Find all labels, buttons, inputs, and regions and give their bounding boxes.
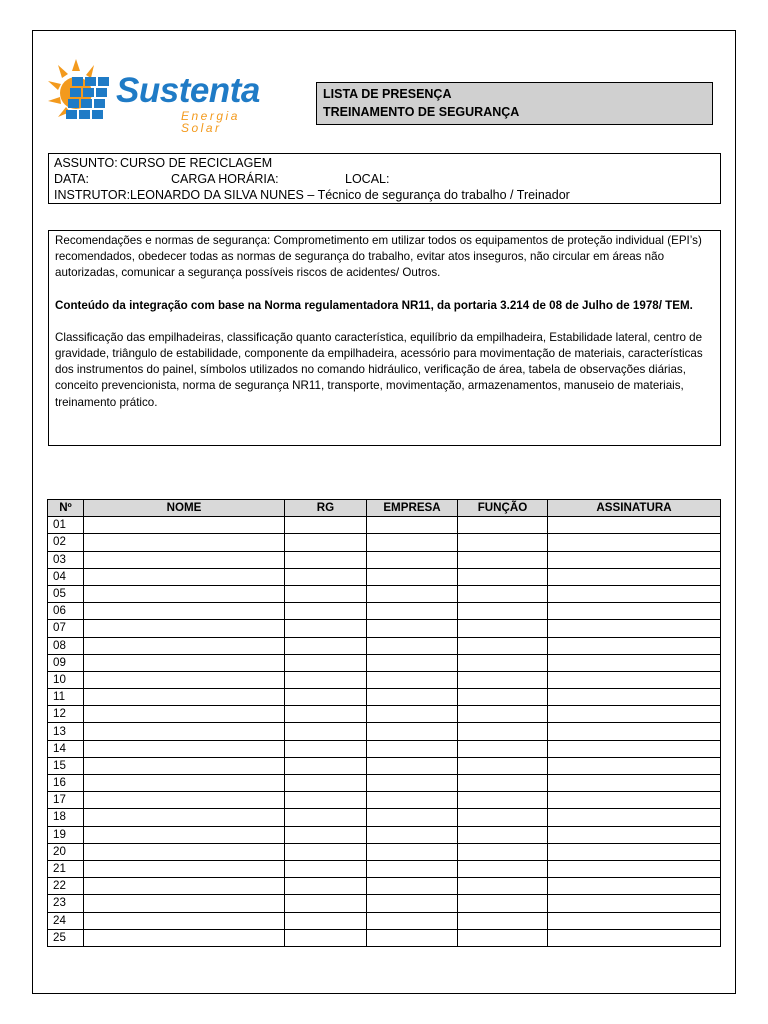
row-number: 25 <box>48 929 84 946</box>
rg-cell[interactable] <box>285 929 367 946</box>
funcao-cell[interactable] <box>458 757 548 774</box>
instrutor-label: INSTRUTOR: <box>54 188 131 202</box>
row-number: 05 <box>48 585 84 602</box>
rg-cell[interactable] <box>285 637 367 654</box>
funcao-cell[interactable] <box>458 792 548 809</box>
table-row <box>48 895 721 912</box>
row-number: 18 <box>48 809 84 826</box>
title-line-1: LISTA DE PRESENÇA <box>323 87 452 101</box>
rg-cell[interactable] <box>285 912 367 929</box>
empresa-cell[interactable] <box>367 585 458 602</box>
empresa-cell[interactable] <box>367 895 458 912</box>
nome-cell[interactable] <box>84 860 285 877</box>
nome-cell[interactable] <box>84 809 285 826</box>
row-number: 22 <box>48 878 84 895</box>
empresa-cell[interactable] <box>367 860 458 877</box>
table-row <box>48 534 721 551</box>
funcao-cell[interactable] <box>458 517 548 534</box>
nome-cell[interactable] <box>84 740 285 757</box>
rg-cell[interactable] <box>285 603 367 620</box>
attendance-table <box>47 499 721 947</box>
row-number: 02 <box>48 534 84 551</box>
assunto-label: ASSUNTO: <box>54 156 118 170</box>
row-number: 20 <box>48 843 84 860</box>
assinatura-cell[interactable] <box>548 534 721 551</box>
row-number: 19 <box>48 826 84 843</box>
table-row <box>48 860 721 877</box>
rg-cell[interactable] <box>285 517 367 534</box>
funcao-cell[interactable] <box>458 689 548 706</box>
assinatura-cell[interactable] <box>548 912 721 929</box>
row-number: 13 <box>48 723 84 740</box>
assinatura-cell[interactable] <box>548 568 721 585</box>
assinatura-cell[interactable] <box>548 757 721 774</box>
row-number: 01 <box>48 517 84 534</box>
funcao-cell[interactable] <box>458 585 548 602</box>
empresa-cell[interactable] <box>367 534 458 551</box>
assinatura-cell[interactable] <box>548 585 721 602</box>
rg-cell[interactable] <box>285 878 367 895</box>
funcao-cell[interactable] <box>458 809 548 826</box>
recommendations-box <box>48 230 721 446</box>
empresa-cell[interactable] <box>367 671 458 688</box>
nome-cell[interactable] <box>84 689 285 706</box>
table-row <box>48 878 721 895</box>
row-number: 07 <box>48 620 84 637</box>
table-row <box>48 585 721 602</box>
table-header-row <box>48 500 721 517</box>
safety-recommendations-text: Recomendações e normas de segurança: Comprometimento em utilizar todos os equipamentos de proteção individual (EPI’s) recomendados, obedecer todas as normas de segurança do trabalho, evitar atos inseguros, não circular em áreas não autorizadas, comunicar a segurança possíveis riscos de acidentes/ Outros. <box>55 234 702 280</box>
table-row <box>48 775 721 792</box>
rg-cell[interactable] <box>285 775 367 792</box>
logo-tagline: Energia Solar <box>181 109 240 135</box>
rg-cell[interactable] <box>285 534 367 551</box>
funcao-cell[interactable] <box>458 929 548 946</box>
nr11-content-text: Conteúdo da integração com base na Norma regulamentadora NR11, da portaria 3.214 de 08 de Julho de 1978/ TEM. <box>55 298 693 312</box>
empresa-cell[interactable] <box>367 551 458 568</box>
rg-cell[interactable] <box>285 671 367 688</box>
funcao-cell[interactable] <box>458 603 548 620</box>
topics-text: Classificação das empilhadeiras, classificação quanto característica, equilíbrio da empilhadeira, Estabilidade lateral, centro de gravidade, triângulo de estabilidade, componente da empilhadeira, acessório para movimentação de materiais, características dos instrumentos do painel, símbolos utilizados no comando hidráulico, verificação de área, tabela de observações diárias, conceito prevencionista, norma de segurança NR11, transporte, movimentação, armazenamentos, manuseio de materiais, treinamento prático. <box>55 330 703 409</box>
table-row <box>48 637 721 654</box>
local-label: LOCAL: <box>345 172 390 186</box>
empresa-cell[interactable] <box>367 878 458 895</box>
table-row <box>48 517 721 534</box>
empresa-cell[interactable] <box>367 689 458 706</box>
table-row <box>48 551 721 568</box>
assinatura-cell[interactable] <box>548 603 721 620</box>
funcao-cell[interactable] <box>458 654 548 671</box>
empresa-cell[interactable] <box>367 654 458 671</box>
empresa-cell[interactable] <box>367 637 458 654</box>
assinatura-cell[interactable] <box>548 878 721 895</box>
nome-cell[interactable] <box>84 878 285 895</box>
table-row <box>48 912 721 929</box>
funcao-cell[interactable] <box>458 740 548 757</box>
assinatura-cell[interactable] <box>548 809 721 826</box>
nome-cell[interactable] <box>84 792 285 809</box>
header-funcao: FUNÇÃO <box>458 500 548 517</box>
empresa-cell[interactable] <box>367 912 458 929</box>
assinatura-cell[interactable] <box>548 740 721 757</box>
table-row <box>48 568 721 585</box>
assinatura-cell[interactable] <box>548 637 721 654</box>
assinatura-cell[interactable] <box>548 775 721 792</box>
rg-cell[interactable] <box>285 689 367 706</box>
empresa-cell[interactable] <box>367 568 458 585</box>
row-number: 15 <box>48 757 84 774</box>
course-info-box <box>48 153 721 204</box>
carga-horaria-label: CARGA HORÁRIA: <box>171 172 279 186</box>
funcao-cell[interactable] <box>458 620 548 637</box>
table-row <box>48 826 721 843</box>
rg-cell[interactable] <box>285 740 367 757</box>
empresa-cell[interactable] <box>367 757 458 774</box>
nome-cell[interactable] <box>84 534 285 551</box>
table-row <box>48 603 721 620</box>
info-row-assunto <box>54 155 715 171</box>
nome-cell[interactable] <box>84 654 285 671</box>
funcao-cell[interactable] <box>458 706 548 723</box>
row-number: 24 <box>48 912 84 929</box>
empresa-cell[interactable] <box>367 706 458 723</box>
header-assinatura: ASSINATURA <box>548 500 721 517</box>
nome-cell[interactable] <box>84 568 285 585</box>
assinatura-cell[interactable] <box>548 792 721 809</box>
row-number: 03 <box>48 551 84 568</box>
row-number: 08 <box>48 637 84 654</box>
nome-cell[interactable] <box>84 637 285 654</box>
table-row <box>48 689 721 706</box>
assunto-value: CURSO DE RECICLAGEM <box>120 156 273 170</box>
empresa-cell[interactable] <box>367 517 458 534</box>
funcao-cell[interactable] <box>458 826 548 843</box>
assinatura-cell[interactable] <box>548 654 721 671</box>
assinatura-cell[interactable] <box>548 620 721 637</box>
assinatura-cell[interactable] <box>548 551 721 568</box>
funcao-cell[interactable] <box>458 775 548 792</box>
nome-cell[interactable] <box>84 620 285 637</box>
row-number: 21 <box>48 860 84 877</box>
title-box <box>316 82 713 125</box>
nome-cell[interactable] <box>84 895 285 912</box>
table-row <box>48 723 721 740</box>
rg-cell[interactable] <box>285 568 367 585</box>
row-number: 16 <box>48 775 84 792</box>
rg-cell[interactable] <box>285 809 367 826</box>
empresa-cell[interactable] <box>367 603 458 620</box>
rg-cell[interactable] <box>285 706 367 723</box>
header-nome: NOME <box>84 500 285 517</box>
empresa-cell[interactable] <box>367 740 458 757</box>
assinatura-cell[interactable] <box>548 517 721 534</box>
table-row <box>48 809 721 826</box>
row-number: 14 <box>48 740 84 757</box>
funcao-cell[interactable] <box>458 912 548 929</box>
nome-cell[interactable] <box>84 551 285 568</box>
sun-panel-icon <box>46 57 124 129</box>
nome-cell[interactable] <box>84 775 285 792</box>
funcao-cell[interactable] <box>458 534 548 551</box>
table-row <box>48 843 721 860</box>
info-row-data <box>54 171 715 187</box>
table-row <box>48 620 721 637</box>
rg-cell[interactable] <box>285 843 367 860</box>
nome-cell[interactable] <box>84 723 285 740</box>
info-row-instrutor <box>54 187 715 203</box>
assinatura-cell[interactable] <box>548 706 721 723</box>
logo-wordmark: Sustenta <box>116 71 260 110</box>
row-number: 12 <box>48 706 84 723</box>
nome-cell[interactable] <box>84 843 285 860</box>
rg-cell[interactable] <box>285 860 367 877</box>
header-number: Nº <box>48 500 84 517</box>
table-row <box>48 757 721 774</box>
nome-cell[interactable] <box>84 929 285 946</box>
funcao-cell[interactable] <box>458 637 548 654</box>
funcao-cell[interactable] <box>458 878 548 895</box>
nome-cell[interactable] <box>84 826 285 843</box>
funcao-cell[interactable] <box>458 671 548 688</box>
empresa-cell[interactable] <box>367 809 458 826</box>
empresa-cell[interactable] <box>367 826 458 843</box>
assinatura-cell[interactable] <box>548 723 721 740</box>
rg-cell[interactable] <box>285 757 367 774</box>
assinatura-cell[interactable] <box>548 689 721 706</box>
nome-cell[interactable] <box>84 912 285 929</box>
attendance-rows <box>48 517 721 947</box>
company-logo <box>46 55 286 135</box>
assinatura-cell[interactable] <box>548 860 721 877</box>
rg-cell[interactable] <box>285 585 367 602</box>
table-row <box>48 929 721 946</box>
rg-cell[interactable] <box>285 654 367 671</box>
nome-cell[interactable] <box>84 603 285 620</box>
rg-cell[interactable] <box>285 551 367 568</box>
empresa-cell[interactable] <box>367 792 458 809</box>
empresa-cell[interactable] <box>367 723 458 740</box>
funcao-cell[interactable] <box>458 723 548 740</box>
data-label: DATA: <box>54 172 89 186</box>
header-rg: RG <box>285 500 367 517</box>
nome-cell[interactable] <box>84 517 285 534</box>
row-number: 23 <box>48 895 84 912</box>
nome-cell[interactable] <box>84 706 285 723</box>
assinatura-cell[interactable] <box>548 826 721 843</box>
rg-cell[interactable] <box>285 723 367 740</box>
row-number: 09 <box>48 654 84 671</box>
table-row <box>48 740 721 757</box>
funcao-cell[interactable] <box>458 860 548 877</box>
rg-cell[interactable] <box>285 895 367 912</box>
rg-cell[interactable] <box>285 826 367 843</box>
assinatura-cell[interactable] <box>548 929 721 946</box>
empresa-cell[interactable] <box>367 929 458 946</box>
funcao-cell[interactable] <box>458 551 548 568</box>
rg-cell[interactable] <box>285 792 367 809</box>
funcao-cell[interactable] <box>458 843 548 860</box>
title-line-2: TREINAMENTO DE SEGURANÇA <box>323 105 520 119</box>
table-row <box>48 706 721 723</box>
empresa-cell[interactable] <box>367 775 458 792</box>
assinatura-cell[interactable] <box>548 843 721 860</box>
assinatura-cell[interactable] <box>548 895 721 912</box>
row-number: 17 <box>48 792 84 809</box>
funcao-cell[interactable] <box>458 895 548 912</box>
row-number: 04 <box>48 568 84 585</box>
empresa-cell[interactable] <box>367 620 458 637</box>
nome-cell[interactable] <box>84 757 285 774</box>
funcao-cell[interactable] <box>458 568 548 585</box>
row-number: 06 <box>48 603 84 620</box>
nome-cell[interactable] <box>84 671 285 688</box>
nome-cell[interactable] <box>84 585 285 602</box>
table-row <box>48 654 721 671</box>
row-number: 10 <box>48 671 84 688</box>
assinatura-cell[interactable] <box>548 671 721 688</box>
instrutor-value: LEONARDO DA SILVA NUNES – Técnico de segurança do trabalho / Treinador <box>130 188 570 202</box>
table-row <box>48 671 721 688</box>
header-empresa: EMPRESA <box>367 500 458 517</box>
rg-cell[interactable] <box>285 620 367 637</box>
table-row <box>48 792 721 809</box>
empresa-cell[interactable] <box>367 843 458 860</box>
row-number: 11 <box>48 689 84 706</box>
